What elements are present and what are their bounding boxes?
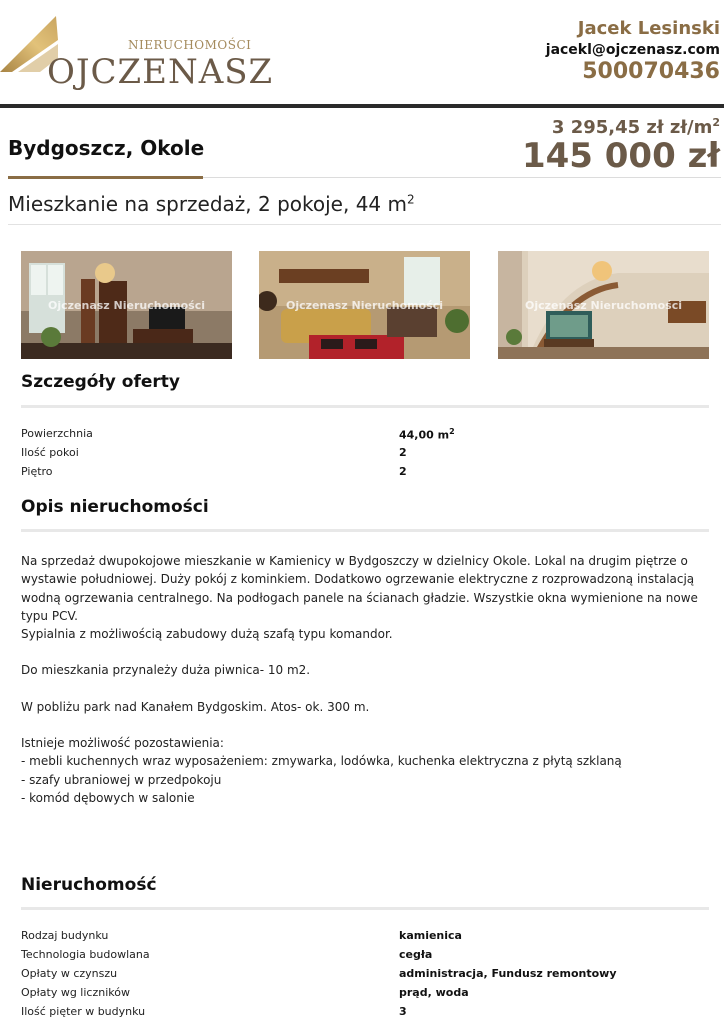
- description-divider: [21, 529, 709, 532]
- detail-value-rooms: 2: [399, 446, 407, 459]
- description-paragraph: - komód dębowych w salonie: [21, 790, 195, 805]
- property-label-floors: Ilość pięter w budynku: [21, 1005, 146, 1018]
- description-paragraph: - szafy ubraniowej w przedpokoju: [21, 772, 222, 787]
- details-divider: [21, 405, 709, 408]
- subtitle-divider: [8, 224, 721, 225]
- listing-location: Bydgoszcz, Okole: [8, 136, 205, 160]
- property-divider: [21, 907, 709, 910]
- description-paragraph: Istnieje możliwość pozostawienia:: [21, 736, 224, 750]
- agent-phone-link[interactable]: 500070436: [582, 59, 720, 84]
- description-paragraph: Na sprzedaż dwupokojowe mieszkanie w Kamienicy w Bydgoszczy w dzielnicy Okole. Lokal na drugim piętrze o wystawie południowej. Duży pokój z kominkiem. Dodatkowo ogrzewanie elektryczne z rozprowadzoną instalacją wodną ogrzewania centralnego. Na podłogach panele na ścianach gładzie. Wszystkie okna wymienione na nowe typu PCV.: [21, 554, 698, 623]
- header-divider: [0, 104, 724, 108]
- agent-name: Jacek Lesinski: [577, 18, 720, 39]
- description-text: [21, 734, 711, 807]
- description-text: [21, 698, 711, 716]
- property-section-title: Nieruchomość: [21, 875, 157, 895]
- details-section-title: Szczegóły oferty: [21, 372, 180, 392]
- price-per-sqm: [552, 116, 720, 138]
- detail-label-area: Powierzchnia: [21, 427, 93, 440]
- agent-email-link[interactable]: jacekl@ojczenasz.com: [545, 42, 720, 58]
- description-paragraph: - mebli kuchennych wraz wyposażeniem: zmywarka, lodówka, kuchenka elektryczna z płytą szklaną: [21, 754, 622, 769]
- page-header: [0, 0, 724, 106]
- listing-subtitle-exponent: 2: [407, 192, 415, 207]
- description-text: [21, 552, 711, 625]
- photo-watermark: Ojczenasz Nieruchomości: [48, 299, 205, 312]
- description-section-title: Opis nieruchomości: [21, 497, 209, 517]
- property-value-floors: 3: [399, 1005, 407, 1018]
- detail-value-area: [399, 427, 455, 442]
- description-paragraph: W pobliżu park nad Kanałem Bydgoskim. Atos- ok. 300 m.: [21, 700, 370, 714]
- detail-value-area-exponent: 2: [449, 427, 455, 436]
- location-underline: [8, 176, 203, 179]
- logo-subtitle: NIERUCHOMOŚCI: [128, 38, 252, 52]
- listing-price: 145 000 zł: [521, 136, 720, 176]
- detail-label-rooms: Ilość pokoi: [21, 446, 79, 459]
- photo-watermark: Ojczenasz Nieruchomości: [525, 299, 682, 312]
- listing-photo-living-room[interactable]: [21, 251, 232, 359]
- listing-subtitle-text: Mieszkanie na sprzedaż, 2 pokoje, 44 m: [8, 192, 407, 216]
- title-divider: [203, 177, 721, 178]
- property-value-building-type: kamienica: [399, 929, 462, 942]
- logo-name: OJCZENASZ: [47, 52, 274, 92]
- detail-label-floor: Piętro: [21, 465, 53, 478]
- listing-subtitle: [8, 192, 415, 216]
- description-paragraph: Do mieszkania przynależy duża piwnica- 10 m2.: [21, 663, 311, 677]
- property-label-rent-fees: Opłaty w czynszu: [21, 967, 118, 980]
- detail-value-floor: 2: [399, 465, 407, 478]
- listing-photo-sofa[interactable]: [259, 251, 470, 359]
- property-label-technology: Technologia budowlana: [21, 948, 150, 961]
- price-per-sqm-value: 3 295,45 zł zł/m: [551, 117, 713, 138]
- company-logo[interactable]: [0, 12, 274, 94]
- property-label-building-type: Rodzaj budynku: [21, 929, 109, 942]
- agent-contact: [546, 18, 720, 84]
- description-paragraph: Sypialnia z możliwością zabudowy dużą szafą typu komandor.: [21, 627, 393, 641]
- property-label-meter-fees: Opłaty wg liczników: [21, 986, 130, 999]
- description-text: [21, 661, 711, 679]
- price-per-sqm-exponent: 2: [712, 116, 720, 129]
- property-value-rent-fees: administracja, Fundusz remontowy: [399, 967, 617, 980]
- listing-photo-aquarium[interactable]: [498, 251, 709, 359]
- property-value-technology: cegła: [399, 948, 433, 961]
- photo-watermark: Ojczenasz Nieruchomości: [286, 299, 443, 312]
- description-text: [21, 625, 711, 643]
- property-value-meter-fees: prąd, woda: [399, 986, 469, 999]
- detail-value-area-text: 44,00 m: [399, 428, 450, 442]
